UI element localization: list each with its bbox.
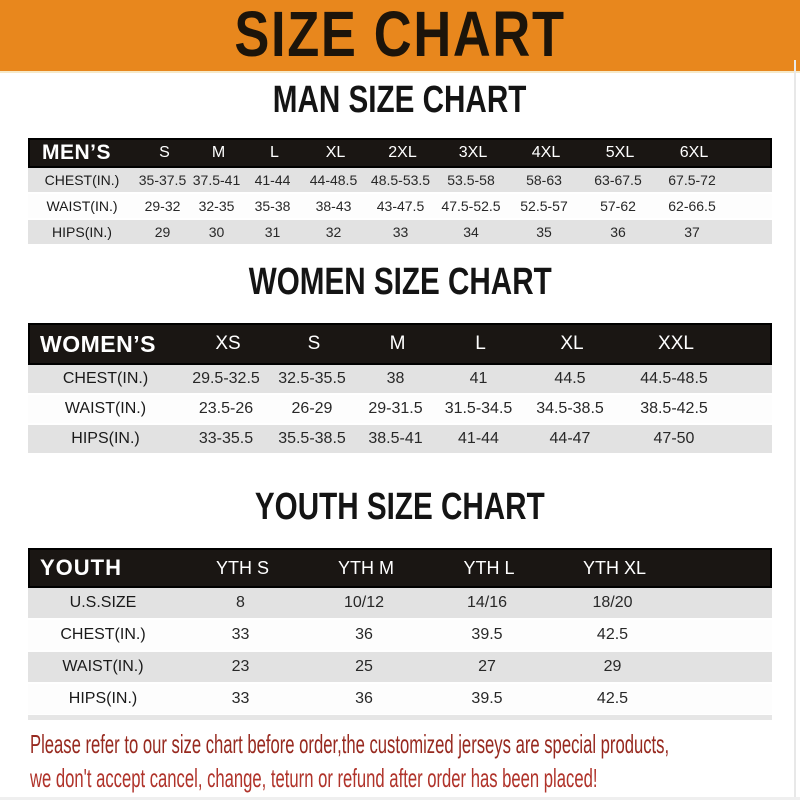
women-size-chart-heading — [0, 262, 800, 302]
size-value-cell: 41 — [469, 370, 488, 387]
size-column-header: YTH XL — [582, 557, 647, 578]
size-column-header: XL — [560, 333, 584, 354]
size-column-header: YTH L — [463, 557, 515, 578]
size-value-cell: 53.5-58 — [447, 172, 495, 188]
size-value-cell: 42.5 — [596, 626, 629, 643]
size-column-header: M — [211, 144, 226, 161]
table-row — [28, 220, 772, 244]
size-value-cell: 44.5-48.5 — [640, 370, 708, 387]
size-column-header: XXL — [658, 333, 694, 354]
size-value-cell: 38 — [386, 370, 405, 387]
size-value-cell: 32.5-35.5 — [278, 370, 346, 387]
size-column-header: L — [270, 144, 279, 161]
banner-title: SIZE CHART — [234, 0, 566, 70]
size-column-header: YTH S — [215, 557, 269, 578]
size-value-cell: 48.5-53.5 — [370, 172, 431, 188]
size-column-header: 2XL — [388, 144, 417, 161]
size-value-cell: 10/12 — [343, 594, 385, 611]
row-label: WAIST(IN.) — [62, 658, 144, 675]
size-value-cell: 44.5 — [554, 370, 586, 387]
size-value-cell: 42.5 — [596, 690, 629, 707]
size-value-cell: 14/16 — [466, 594, 508, 611]
size-value-cell: 33 — [231, 626, 250, 643]
size-column-header: M — [389, 333, 406, 354]
size-value-cell: 8 — [236, 594, 245, 611]
size-column-header: 3XL — [458, 144, 488, 161]
row-label: U.S.SIZE — [69, 594, 137, 611]
size-value-cell: 33-35.5 — [198, 430, 254, 447]
size-value-cell: 47-50 — [653, 430, 695, 447]
size-value-cell: 62-66.5 — [668, 198, 716, 214]
row-label: HIPS(IN.) — [52, 224, 112, 240]
youth-size-chart-heading — [0, 487, 800, 527]
table-header-row — [28, 138, 772, 168]
men-size-table — [28, 138, 772, 244]
size-value-cell: 67.5-72 — [668, 172, 716, 188]
row-label: HIPS(IN.) — [71, 430, 140, 447]
size-column-header: S — [307, 333, 321, 354]
size-value-cell: 47.5-52.5 — [441, 198, 501, 214]
size-value-cell: 52.5-57 — [520, 198, 568, 214]
table-row — [28, 620, 772, 652]
table-row — [28, 365, 772, 395]
size-value-cell: 63-67.5 — [594, 172, 642, 188]
size-column-header: XS — [215, 333, 241, 354]
size-value-cell: 43-47.5 — [376, 198, 425, 214]
row-label: CHEST(IN.) — [60, 626, 146, 643]
table-header-row — [28, 548, 772, 588]
size-value-cell: 23.5-26 — [198, 400, 254, 417]
page-edge-line — [794, 60, 796, 800]
youth-size-table — [28, 548, 772, 720]
size-value-cell: 37.5-41 — [192, 172, 241, 188]
size-value-cell: 34.5-38.5 — [536, 400, 604, 417]
size-value-cell: 36 — [355, 626, 373, 643]
table-row — [28, 588, 772, 620]
size-value-cell: 35.5-38.5 — [278, 430, 346, 447]
size-value-cell: 58-63 — [526, 172, 562, 188]
size-value-cell: 26-29 — [291, 400, 333, 417]
size-column-header: L — [475, 333, 486, 354]
table-row — [28, 395, 772, 425]
row-label: WAIST(IN.) — [46, 198, 118, 214]
table-row — [28, 684, 772, 714]
size-value-cell: 29 — [154, 224, 171, 240]
size-value-cell: 41-44 — [254, 172, 291, 188]
size-value-cell: 33 — [392, 224, 409, 240]
size-value-cell: 29-31.5 — [368, 400, 423, 417]
man-size-chart-heading — [0, 80, 800, 120]
size-value-cell: 35-38 — [254, 198, 291, 214]
table-row — [28, 652, 772, 684]
table-corner-label: MEN’S — [42, 141, 112, 164]
size-value-cell: 31.5-34.5 — [444, 400, 513, 417]
size-value-cell: 35 — [536, 224, 552, 240]
size-value-cell: 35-37.5 — [138, 172, 187, 188]
size-value-cell: 32-35 — [198, 198, 235, 214]
size-value-cell: 39.5 — [471, 690, 503, 707]
size-value-cell: 34 — [463, 224, 479, 240]
row-label: CHEST(IN.) — [62, 370, 149, 387]
size-value-cell: 37 — [684, 224, 700, 240]
row-label: WAIST(IN.) — [64, 400, 147, 417]
women-size-chart-heading-text: WOMEN SIZE CHART — [248, 261, 552, 303]
size-value-cell: 25 — [355, 658, 373, 675]
size-value-cell: 38-43 — [315, 198, 352, 214]
man-size-chart-heading-text: MAN SIZE CHART — [273, 79, 527, 121]
women-size-table — [28, 323, 772, 453]
size-value-cell: 44-47 — [549, 430, 591, 447]
size-value-cell: 41-44 — [458, 430, 499, 447]
size-value-cell: 18/20 — [592, 594, 633, 611]
row-label: CHEST(IN.) — [44, 172, 120, 188]
size-column-header: YTH M — [338, 557, 394, 578]
size-value-cell: 32 — [325, 224, 342, 240]
order-note-line-2: we don't accept cancel, change, teturn or refund after order has been placed! — [30, 763, 598, 793]
size-value-cell: 57-62 — [600, 198, 636, 214]
size-value-cell: 38.5-42.5 — [640, 400, 708, 417]
table-header-row — [28, 323, 772, 365]
size-value-cell: 31 — [264, 224, 281, 240]
size-value-cell: 36 — [610, 224, 626, 240]
size-value-cell: 39.5 — [471, 626, 503, 643]
table-row — [28, 194, 772, 220]
size-value-cell: 36 — [355, 690, 373, 707]
size-value-cell: 33 — [231, 690, 250, 707]
size-value-cell: 44-48.5 — [309, 172, 358, 188]
order-note-line-1: Please refer to our size chart before order,the customized jerseys are special products, — [30, 729, 670, 759]
size-chart-banner — [0, 0, 800, 73]
table-corner-label: WOMEN’S — [40, 330, 156, 357]
size-value-cell: 23 — [231, 658, 250, 675]
size-value-cell: 29.5-32.5 — [192, 370, 260, 387]
size-column-header: 4XL — [531, 144, 561, 161]
size-value-cell: 38.5-41 — [368, 430, 423, 447]
size-column-header: S — [159, 144, 170, 161]
size-value-cell: 30 — [208, 224, 225, 240]
size-value-cell: 29 — [603, 658, 622, 675]
size-column-header: 5XL — [605, 144, 635, 161]
size-column-header: XL — [325, 144, 346, 161]
size-column-header: 6XL — [679, 144, 709, 161]
row-label: HIPS(IN.) — [68, 690, 138, 707]
table-corner-label: YOUTH — [40, 555, 122, 580]
size-value-cell: 29-32 — [144, 198, 181, 214]
table-row — [28, 168, 772, 194]
size-value-cell: 27 — [478, 658, 496, 675]
youth-size-chart-heading-text: YOUTH SIZE CHART — [255, 486, 545, 528]
table-row — [28, 425, 772, 453]
